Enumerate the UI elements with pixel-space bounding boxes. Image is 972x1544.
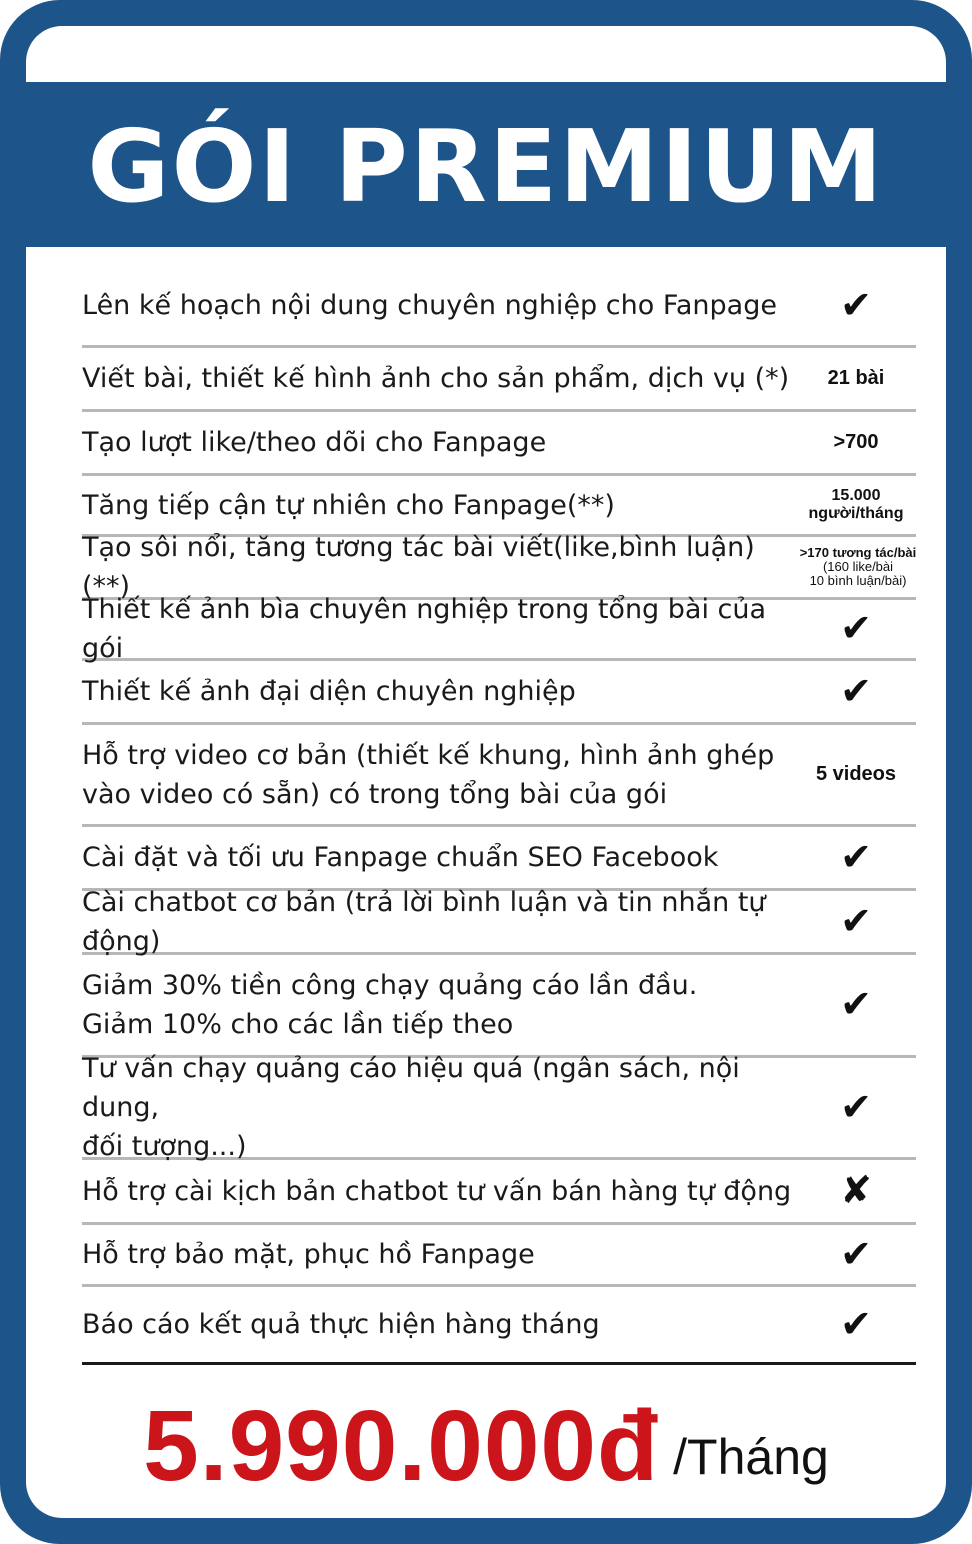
check-icon: ✔: [840, 1233, 872, 1276]
feature-value: 21 bài: [827, 367, 885, 389]
feature-label: Viết bài, thiết kế hình ảnh cho sản phẩm, dịch vụ (*): [82, 363, 790, 394]
feature-label: Hỗ trợ cài kịch bản chatbot tư vấn bán hàng tự động: [82, 1175, 792, 1207]
feature-value: 15.000 người/tháng: [808, 487, 904, 522]
feature-row: [82, 1225, 916, 1287]
check-icon: ✔: [840, 608, 872, 650]
header-banner: [26, 82, 946, 247]
check-icon: ✔: [840, 900, 872, 943]
price-period: /Tháng: [673, 1429, 829, 1485]
feature-label: Giảm 30% tiền công chạy quảng cáo lần đầu. Giảm 10% cho các lần tiếp theo: [82, 970, 698, 1040]
feature-label: Tạo sôi nổi, tăng tương tác bài viết(like,bình luận)(**): [82, 532, 755, 602]
feature-row: [82, 725, 916, 827]
feature-value: >700: [833, 431, 879, 453]
check-icon: ✔: [840, 1303, 872, 1346]
feature-label: Hỗ trợ video cơ bản (thiết kế khung, hình ảnh ghép vào video có sẵn) có trong tổng bài của gói: [82, 739, 775, 810]
feature-row: [82, 412, 916, 476]
plan-title: GÓI PREMIUM: [87, 108, 885, 225]
feature-row: [82, 594, 916, 664]
feature-label: Thiết kế ảnh đại diện chuyên nghiệp: [82, 676, 576, 707]
check-icon: ✔: [840, 1086, 872, 1129]
feature-row: [82, 266, 916, 348]
feature-row: [82, 661, 916, 725]
feature-row: [82, 348, 916, 412]
feature-label: Báo cáo kết quả thực hiện hàng tháng: [82, 1309, 600, 1340]
check-icon: ✔: [840, 836, 872, 879]
feature-label: Cài chatbot cơ bản (trả lời bình luận và tin nhắn tự động): [82, 886, 766, 957]
check-icon: ✔: [840, 670, 872, 713]
feature-label: Lên kế hoạch nội dung chuyên nghiệp cho Fanpage: [82, 290, 777, 321]
pricing-card-inner: [26, 26, 946, 1518]
feature-label: Tăng tiếp cận tự nhiên cho Fanpage(**): [82, 489, 615, 521]
feature-label: Thiết kế ảnh bìa chuyên nghiệp trong tổng bài của gói: [82, 594, 767, 664]
check-icon: ✔: [840, 284, 872, 327]
feature-label: Cài đặt và tối ưu Fanpage chuẩn SEO Facebook: [82, 842, 719, 873]
check-icon: ✔: [840, 984, 872, 1026]
feature-row: [82, 955, 916, 1058]
price-amount: 5.990.000đ: [143, 1389, 660, 1502]
feature-list: [82, 266, 916, 1365]
feature-row: [82, 1287, 916, 1365]
feature-value: >170 tương tác/bài (160 like/bài 10 bình luận/bài): [799, 545, 917, 588]
feature-label: Tạo lượt like/theo dõi cho Fanpage: [82, 427, 547, 458]
price-section: [26, 1376, 946, 1516]
feature-value: 5 videos: [815, 763, 897, 785]
feature-row: [82, 1160, 916, 1225]
feature-row: [82, 827, 916, 891]
feature-row: [82, 886, 916, 957]
feature-row: [82, 1053, 916, 1162]
feature-label: Hỗ trợ bảo mặt, phục hồ Fanpage: [82, 1239, 535, 1270]
cross-icon: ✘: [840, 1170, 872, 1212]
feature-label: Tư vấn chạy quảng cáo hiệu quá (ngân sách, nội dung, đối tượng...): [82, 1053, 740, 1162]
